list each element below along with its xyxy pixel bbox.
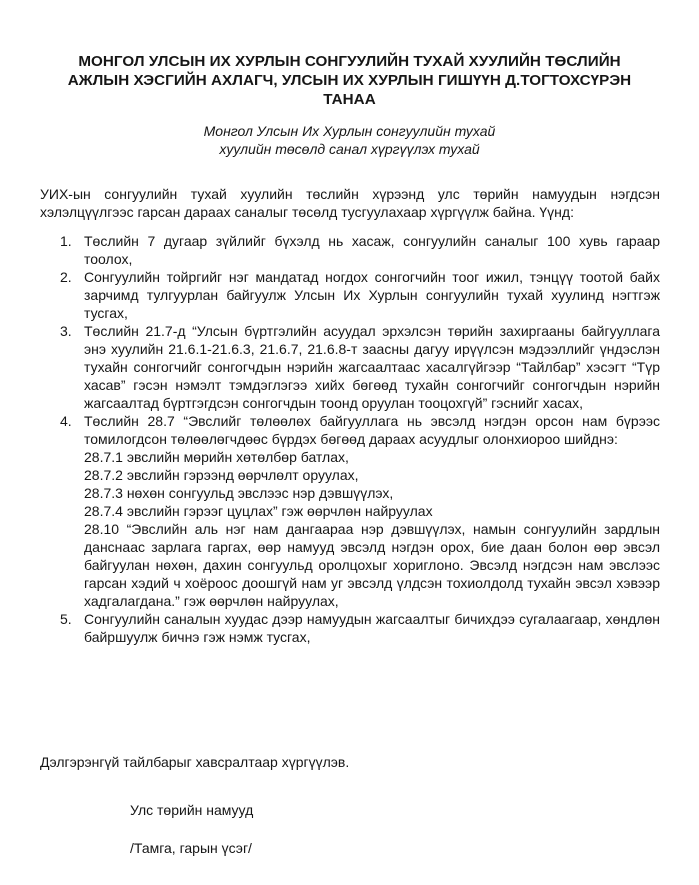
item-tail-text: 28.10 “Эвслийн аль нэг нам дангаараа нэр дэвшүүлэх, намын сонгуулийн зардлын данснаас зарлага гаргах, өөр намууд эвсэлд нэгдэн орох, бие даан болон өөр эвсэл байгуулан нөхөн, дахин сонгуульд оролцохыг хориглоно. Эвсэлд нэгдсэн нам эвслээс гарсан хэдий ч хоёроос доошгүй нам уг эвсэлд үлдсэн тохиолдолд тухайн эвсэл хэвээр хадгалагдана.” гэж өөрчлөн найруулах, [84, 521, 660, 609]
document-subject [40, 122, 659, 158]
proposal-item [40, 268, 660, 322]
item-text: Төслийн 7 дугаар зүйлийг бүхэлд нь хасаж, сонгуулийн саналыг 100 хувь гараар тоолох, [84, 233, 660, 267]
proposal-item [40, 412, 660, 610]
item-number: 1. [60, 233, 72, 249]
closing-note: Дэлгэрэнгүй тайлбарыг хавсралтаар хүргүүлэв. [40, 754, 350, 770]
item-text: Төслийн 21.7-д “Улсын бүртгэлийн асуудал эрхэлсэн төрийн захиргааны байгууллага энэ хуулийн 21.6.1-21.6.3, 21.6.7, 21.6.8-т заасны дагуу ирүүлсэн мэдээллийг үндэслэн тухайн сонгогчийг сонгогчдын нэрийн жагсаалтаас хасалгүйгээр “Тайлбар” хэсэгт “Түр хасав” гэсэн нэмэлт тэмдэглэгээ хийх бөгөөд тухайн сонгогчийг сонгогчдын нэрийн жагсаалтад бүртгэгдсэн сонгогчдын тоонд оруулан тооцохгүй” гэснийг хасах, [84, 323, 660, 411]
signature-party: Улс төрийн намууд [130, 802, 254, 818]
item-number: 2. [60, 269, 72, 285]
item-number: 4. [60, 413, 72, 429]
title-line: АЖЛЫН ХЭСГИЙН АХЛАГЧ, УЛСЫН ИХ ХУРЛЫН ГИШҮҮН Д.ТОГТОХСҮРЭН [67, 72, 632, 89]
sub-clause: 28.7.1 эвслийн мөрийн хөтөлбөр батлах, [84, 449, 349, 465]
title-line: ТАНАА [323, 91, 376, 108]
title-line: МОНГОЛ УЛСЫН ИХ ХУРЛЫН СОНГУУЛИЙН ТУХАЙ ХУУЛИЙН ТӨСЛИЙН [78, 53, 621, 70]
signature-stamp: /Тамга, гарын үсэг/ [130, 840, 252, 856]
subject-line: хуулийн төсөлд санал хүргүүлэх тухай [219, 141, 480, 157]
proposal-list [40, 232, 660, 646]
document-title [40, 52, 659, 109]
proposal-item [40, 322, 660, 412]
item-text: Төслийн 28.7 “Эвслийг төлөөлөх байгууллага нь эвсэлд нэгдэн орсон нам бүрээс томилогдсон төлөөлөгчдөөс бүрдэх бөгөөд дараах асуудлыг олонхиороо шийднэ: [84, 413, 660, 447]
item-number: 5. [60, 611, 72, 627]
intro-paragraph: УИХ-ын сонгуулийн тухай хуулийн төслийн хүрээнд улс төрийн намуудын нэгдсэн хэлэлцүүлгээс гарсан дараах саналыг төсөлд тусгуулахаар хүргүүлж байна. Үүнд: [40, 186, 660, 220]
item-number: 3. [60, 323, 72, 339]
subject-line: Монгол Улсын Их Хурлын сонгуулийн тухай [203, 123, 496, 139]
proposal-item [40, 610, 660, 646]
item-text: Сонгуулийн саналын хуудас дээр намуудын жагсаалтыг бичихдээ сугалаагаар, хөндлөн байршуулж бичнэ гэж нэмж тусгах, [84, 611, 660, 645]
sub-clause: 28.7.2 эвслийн гэрээнд өөрчлөлт оруулах, [84, 467, 359, 483]
proposal-item [40, 232, 660, 268]
sub-clause: 28.7.4 эвслийн гэрээг цуцлах” гэж өөрчлөн найруулах [84, 503, 433, 519]
sub-clause: 28.7.3 нөхөн сонгуульд эвслээс нэр дэвшүүлэх, [84, 485, 394, 501]
item-text: Сонгуулийн тойргийг нэг мандатад ногдох сонгогчийн тоог ижил, тэнцүү тоотой байх зарчимд тулгуурлан байгуулж Улсын Их Хурлын сонгуулийн тухай хуулинд нэгтгэж тусгах, [84, 269, 660, 321]
